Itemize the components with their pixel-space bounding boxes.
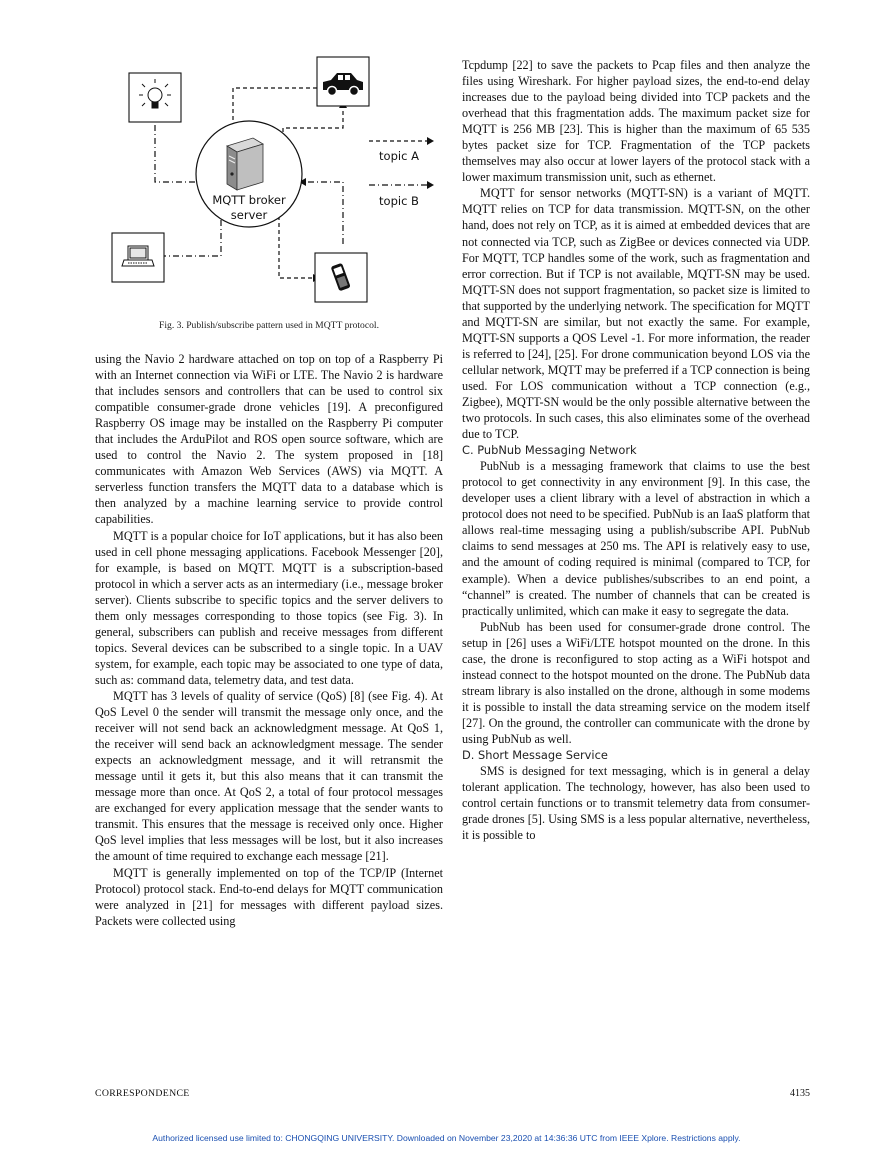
left-column: [95, 351, 443, 929]
figure-mqtt-pubsub: [95, 48, 443, 318]
right-paragraph-4: PubNub has been used for consumer-grade drone control. The setup in [26] uses a WiFi/LTE hotspot mounted on the drone. In this case, the drone is reconfigured to stop acting as a WiFi hotspot and instead connect to the hotspot mounted on the drone. The PubNub data stream library is also installed on the drone, although in some modems it is possible to install the data streaming service on the modem itself [27]. On the ground, the controller can communicate with the drone by using PubNub as well.: [462, 619, 810, 746]
link-broker-phone: [279, 216, 315, 278]
section-heading-c: C. PubNub Messaging Network: [462, 443, 637, 458]
link-broker-bulb: [155, 120, 195, 182]
legend-topic-a: topic A: [379, 149, 419, 163]
server-icon: [227, 138, 263, 190]
mqtt-diagram: [95, 48, 443, 318]
arrow-legend-b: [427, 181, 434, 189]
right-paragraph-2: MQTT for sensor networks (MQTT-SN) is a variant of MQTT. MQTT relies on TCP for data transmission. MQTT-SN, on the other hand, does not rely on TCP, as it is aimed at embedded devices that are not connected via TCP, such as ZigBee or devices connected via UDP. For MQTT, TCP handles some of the work, such as fragmentation and error correction. But if TCP is not available, MQTT-SN may be used. MQTT-SN does not support fragmentation, so packet size is limited to that supported by the underlying network. The specification for MQTT and MQTT-SN are similar, but not exactly the same. For example, MQTT-SN supports a QOS Level -1. For more information, the reader is referred to [24], [25]. For drone communication beyond LOS via the cellular network, MQTT may be preferred if a TCP connection is being used. For LOS communication without a TCP connection (e.g., Zigbee), MQTT-SN would be the only possible alternative between the two protocols. In such cases, this also eliminates some of the overhead due to TCP.: [462, 186, 810, 442]
running-footer-section: CORRESPONDENCE: [95, 1088, 190, 1099]
right-paragraph-5: SMS is designed for text messaging, which is in general a delay tolerant application. The technology, however, has also been used to control certain functions or to transmit telemetry data from consumer-grade drones [5]. Using SMS is a less popular alternative, nevertheless, it is possible to: [462, 764, 810, 843]
link-phone-broker: [303, 182, 343, 244]
page-number: 4135: [790, 1088, 810, 1099]
legend-topic-b: topic B: [379, 194, 419, 208]
section-heading-d: D. Short Message Service: [462, 748, 608, 763]
broker-label-line1: MQTT broker: [212, 193, 286, 207]
broker-label-line2: server: [230, 208, 268, 222]
left-paragraph-1: using the Navio 2 hardware attached on top on top of a Raspberry Pi with an Internet connection via WiFi or LTE. The Navio 2 is hardware that includes sensors and controllers that can be used to control six compatible consumer-grade drone vehicles [19]. A preconfigured Raspberry OS image may be installed on the Raspberry Pi computer that includes the ArduPilot and ROS open source software, which are used to control the Navio 2. The system proposed in [18] communicates with Amazon Web Services (AWS) via MQTT. A serverless function transfers the MQTT data to a database which is then analyzed by a machine learning service to provide control capabilities.: [95, 352, 443, 527]
left-paragraph-2: MQTT is a popular choice for IoT applications, but it has also been used in cell phone messaging applications. Facebook Messenger [20], for example, is based on MQTT. MQTT is a subscription-based protocol in which a server acts as an intermediary (i.e., message broker server). Clients subscribe to specific topics and the server delivers to them only messages corresponding to those topics (see Fig. 3). In general, subscribers can publish and receive messages from different topics. Several devices can be subscribed to a single topic. In a UAV system, for example, each topic may be associated to one type of data, such as: command data, telemetry data, and test data.: [95, 528, 443, 687]
link-broker-computer: [155, 220, 221, 256]
left-paragraph-4: MQTT is generally implemented on top of the TCP/IP (Internet Protocol) protocol stack. End-to-end delays for MQTT communication were analyzed in [21] for messages with different payload sizes. Packets were collected using: [95, 865, 443, 928]
right-column: [462, 57, 810, 843]
left-paragraph-3: MQTT has 3 levels of quality of service (QoS) [8] (see Fig. 4). At QoS Level 0 the sender will transmit the message only once, and the receiver will not send back an acknowledgment message. At QoS 1, the receiver will send back an acknowledgment message. The sender expects an acknowledgment message, and it will retransmit the message until it gets it, but this also means that it can transmit the message more than once. At QoS 2, a total of four protocol messages are exchanged for every application message that the sender wants to transmit. This ensures that the message is received only once. Higher QoS level implies that less messages will be lost, but it also increases the amount of time required to exchange each message [21].: [95, 688, 443, 864]
figure-caption: Fig. 3. Publish/subscribe pattern used in MQTT protocol.: [159, 320, 379, 331]
license-notice: Authorized licensed use limited to: CHONGQING UNIVERSITY. Downloaded on November 23,2020 at 14:36:36 UTC from IEEE Xplore. Restrictions apply.: [152, 1133, 741, 1143]
right-paragraph-3: PubNub is a messaging framework that claims to use the best protocol to get connectivity in any environment [9]. In this case, the developer uses a client library with a level of abstraction in which a protocol does not need to be specified. PubNub is an IaaS platform that allows real-time messaging using a publish/subscribe API. PubNub claims to send messages at 250 ms. The API is relatively easy to use, and the amount of coding required is minimal (compared to TCP, for example). When a device publishes/subscribes to an end point, a “channel” is created. The number of channels that can be created is practically unlimited, which can make it easy to segregate the data.: [462, 459, 810, 618]
right-paragraph-1: Tcpdump [22] to save the packets to Pcap files and then analyze the files using Wireshark. For higher payload sizes, the end-to-end delay increases due to the payload being divided into TCP packets and the overhead that this fragmentation adds. The maximum packet size for MQTT is 256 MB [23]. This is higher than the maximum of 65 535 bytes packet size for TCP. Fragmentation of the TCP packets themselves may also occur at lower layers of the protocol stack with a lower maximum transmission unit, such as ethernet.: [462, 58, 810, 185]
arrow-legend-a: [427, 137, 434, 145]
